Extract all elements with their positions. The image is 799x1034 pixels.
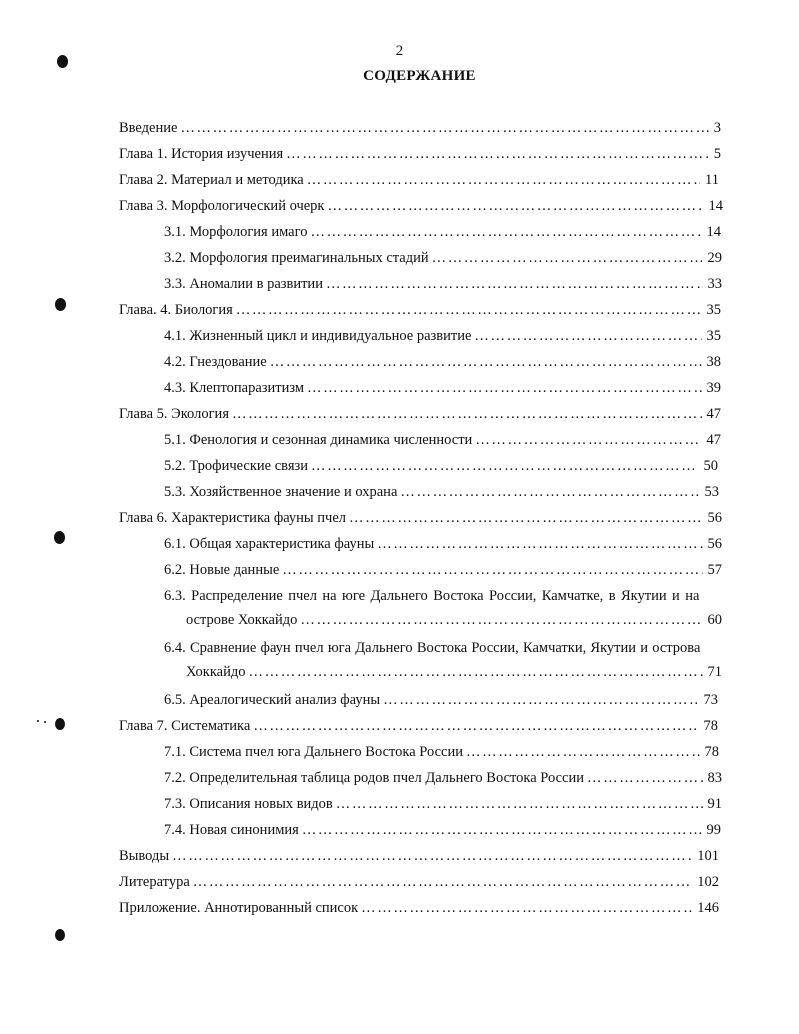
- toc-entry-page: 50: [703, 458, 718, 474]
- toc-entry-label: Литература: [119, 874, 190, 890]
- toc-entry-page: 57: [707, 562, 722, 578]
- dot-leader: [311, 454, 699, 478]
- toc-entry[interactable]: [164, 454, 718, 478]
- toc-entry[interactable]: [164, 246, 722, 270]
- punch-hole-mark: [54, 531, 65, 544]
- toc-entry-label-line1: 6.4. Сравнение фаун пчел юга Дальнего Востока России, Камчатки, Якутии и острова: [164, 640, 701, 656]
- toc-title: СОДЕРЖАНИЕ: [363, 68, 476, 84]
- toc-entry-page: 5: [713, 146, 721, 162]
- dot-leader: [302, 818, 702, 842]
- toc-entry-page: 56: [707, 510, 722, 526]
- toc-entry-page: 102: [697, 874, 719, 890]
- dot-leader: [307, 376, 701, 400]
- toc-entry-label: Глава 3. Морфологический очерк: [119, 198, 325, 214]
- toc-entry-label-line2: Хоккайдо: [186, 664, 246, 680]
- toc-entry-page: 14: [706, 224, 721, 240]
- toc-entry-page: 83: [707, 770, 722, 786]
- toc-entry[interactable]: [119, 870, 719, 894]
- toc-entry[interactable]: [164, 818, 721, 842]
- toc-entry-label: 3.3. Аномалии в развитии: [164, 276, 323, 292]
- toc-entry[interactable]: [164, 350, 721, 374]
- dot-leader: [236, 298, 702, 322]
- toc-entry[interactable]: [164, 376, 721, 400]
- toc-entry-label: Глава 6. Характеристика фауны пчел: [119, 510, 347, 526]
- toc-entry-label: 3.2. Морфология преимагинальных стадий: [164, 250, 429, 266]
- dot-leader: [232, 402, 702, 426]
- toc-entry-label: Глава 5. Экология: [119, 406, 229, 422]
- toc-entry-label: Приложение. Аннотированный список: [119, 900, 359, 916]
- toc-entry-label: 6.2. Новые данные: [164, 562, 280, 578]
- toc-entry-label: Глава 2. Материал и методика: [119, 172, 304, 188]
- toc-entry-label: Выводы: [119, 848, 170, 864]
- toc-entry-label: 7.2. Определительная таблица родов пчел Дальнего Востока России: [164, 770, 584, 786]
- toc-entry[interactable]: [164, 272, 722, 296]
- toc-entry-page: 47: [706, 406, 721, 422]
- toc-entry[interactable]: [164, 480, 719, 504]
- toc-entry[interactable]: [119, 168, 719, 192]
- toc-entry[interactable]: [164, 766, 722, 790]
- toc-entry[interactable]: [164, 636, 722, 684]
- dot-leader: [307, 168, 700, 192]
- punch-hole-mark: [55, 718, 65, 730]
- toc-entry-page: 39: [706, 380, 721, 396]
- toc-entry[interactable]: [164, 792, 722, 816]
- toc-entry-label-line1: 6.3. Распределение пчел на юге Дальнего Востока России, Камчатке, в Якутии и на: [164, 588, 700, 604]
- toc-entry-label: 7.1. Система пчел юга Дальнего Востока России: [164, 744, 464, 760]
- toc-entry-page: 38: [706, 354, 721, 370]
- dot-leader: [193, 870, 692, 894]
- toc-entry-label: Глава 7. Систематика: [119, 718, 251, 734]
- toc-entry[interactable]: [119, 714, 718, 738]
- dot-leader: [466, 740, 699, 764]
- toc-entry-label: 7.3. Описания новых видов: [164, 796, 333, 812]
- punch-hole-mark: [55, 298, 66, 311]
- toc-entry[interactable]: [119, 116, 721, 140]
- dot-leader: [349, 506, 702, 530]
- toc-entry-page: 73: [703, 692, 718, 708]
- dot-leader: [432, 246, 703, 270]
- toc-entry-label: 4.3. Клептопаразитизм: [164, 380, 305, 396]
- toc-entry-page: 35: [706, 328, 721, 344]
- toc-entry-page: 99: [706, 822, 721, 838]
- dot-leader: [400, 480, 699, 504]
- toc-entry-page: 47: [706, 432, 721, 448]
- toc-entry-page: 71: [707, 664, 722, 680]
- toc-entry-page: 3: [713, 120, 721, 136]
- toc-entry[interactable]: [164, 532, 722, 556]
- toc-entry[interactable]: [119, 142, 721, 166]
- toc-entry-label: 5.3. Хозяйственное значение и охрана: [164, 484, 398, 500]
- toc-entry[interactable]: [119, 194, 723, 218]
- toc-entry-page: 14: [708, 198, 723, 214]
- dot-leader: [253, 714, 698, 738]
- dot-leader: [172, 844, 692, 868]
- toc-entry-page: 56: [707, 536, 722, 552]
- toc-entry[interactable]: [164, 584, 722, 632]
- dot-leader: [361, 896, 692, 920]
- toc-entry-page: 78: [704, 744, 719, 760]
- toc-entry[interactable]: [119, 402, 721, 426]
- dot-leader: [475, 428, 701, 452]
- toc-entry[interactable]: [119, 896, 719, 920]
- toc-entry[interactable]: [119, 298, 721, 322]
- toc-entry-page: 101: [697, 848, 719, 864]
- toc-entry[interactable]: [164, 220, 721, 244]
- dot-leader: [300, 608, 702, 632]
- dot-leader: [587, 766, 703, 790]
- dot-leader: [383, 688, 698, 712]
- punch-hole-mark: [55, 929, 65, 941]
- dot-leader: [327, 194, 703, 218]
- toc-entry[interactable]: [119, 844, 719, 868]
- dot-leader: [180, 116, 708, 140]
- toc-entry-page: 78: [703, 718, 718, 734]
- toc-entry-label: 4.2. Гнездование: [164, 354, 267, 370]
- toc-entry-label-line2: острове Хоккайдо: [186, 612, 298, 628]
- toc-entry-label: 5.2. Трофические связи: [164, 458, 308, 474]
- toc-entry-page: 35: [706, 302, 721, 318]
- toc-entry[interactable]: [164, 324, 721, 348]
- toc-entry-label: Введение: [119, 120, 178, 136]
- toc-entry-label: 4.1. Жизненный цикл и индивидуальное развитие: [164, 328, 472, 344]
- toc-entry-label: 5.1. Фенология и сезонная динамика численности: [164, 432, 473, 448]
- toc-entry-label: 7.4. Новая синонимия: [164, 822, 299, 838]
- toc-entry-page: 60: [707, 612, 722, 628]
- page-number: 2: [395, 43, 404, 59]
- toc-entry-page: 53: [704, 484, 719, 500]
- scan-speck: [44, 721, 46, 723]
- toc-entry[interactable]: [119, 506, 722, 530]
- dot-leader: [282, 558, 702, 582]
- toc-entry-page: 91: [707, 796, 722, 812]
- dot-leader: [270, 350, 702, 374]
- toc-entry-label: 3.1. Морфология имаго: [164, 224, 308, 240]
- toc-entry-page: 146: [697, 900, 719, 916]
- toc-entry-page: 11: [705, 172, 719, 188]
- toc-entry[interactable]: [164, 428, 721, 452]
- dot-leader: [249, 660, 703, 684]
- toc-entry-label: Глава 1. История изучения: [119, 146, 284, 162]
- toc-entry-page: 29: [707, 250, 722, 266]
- toc-entry[interactable]: [164, 558, 722, 582]
- dot-leader: [310, 220, 701, 244]
- dot-leader: [377, 532, 702, 556]
- scan-speck: [37, 720, 39, 722]
- toc-entry-page: 33: [707, 276, 722, 292]
- toc-entry[interactable]: [164, 688, 718, 712]
- toc-entry-label: 6.5. Ареалогический анализ фауны: [164, 692, 381, 708]
- dot-leader: [286, 142, 709, 166]
- toc-entry-label: Глава. 4. Биология: [119, 302, 233, 318]
- toc-entry[interactable]: [164, 740, 719, 764]
- dot-leader: [474, 324, 701, 348]
- dot-leader: [326, 272, 703, 296]
- toc-entry-label: 6.1. Общая характеристика фауны: [164, 536, 375, 552]
- dot-leader: [336, 792, 703, 816]
